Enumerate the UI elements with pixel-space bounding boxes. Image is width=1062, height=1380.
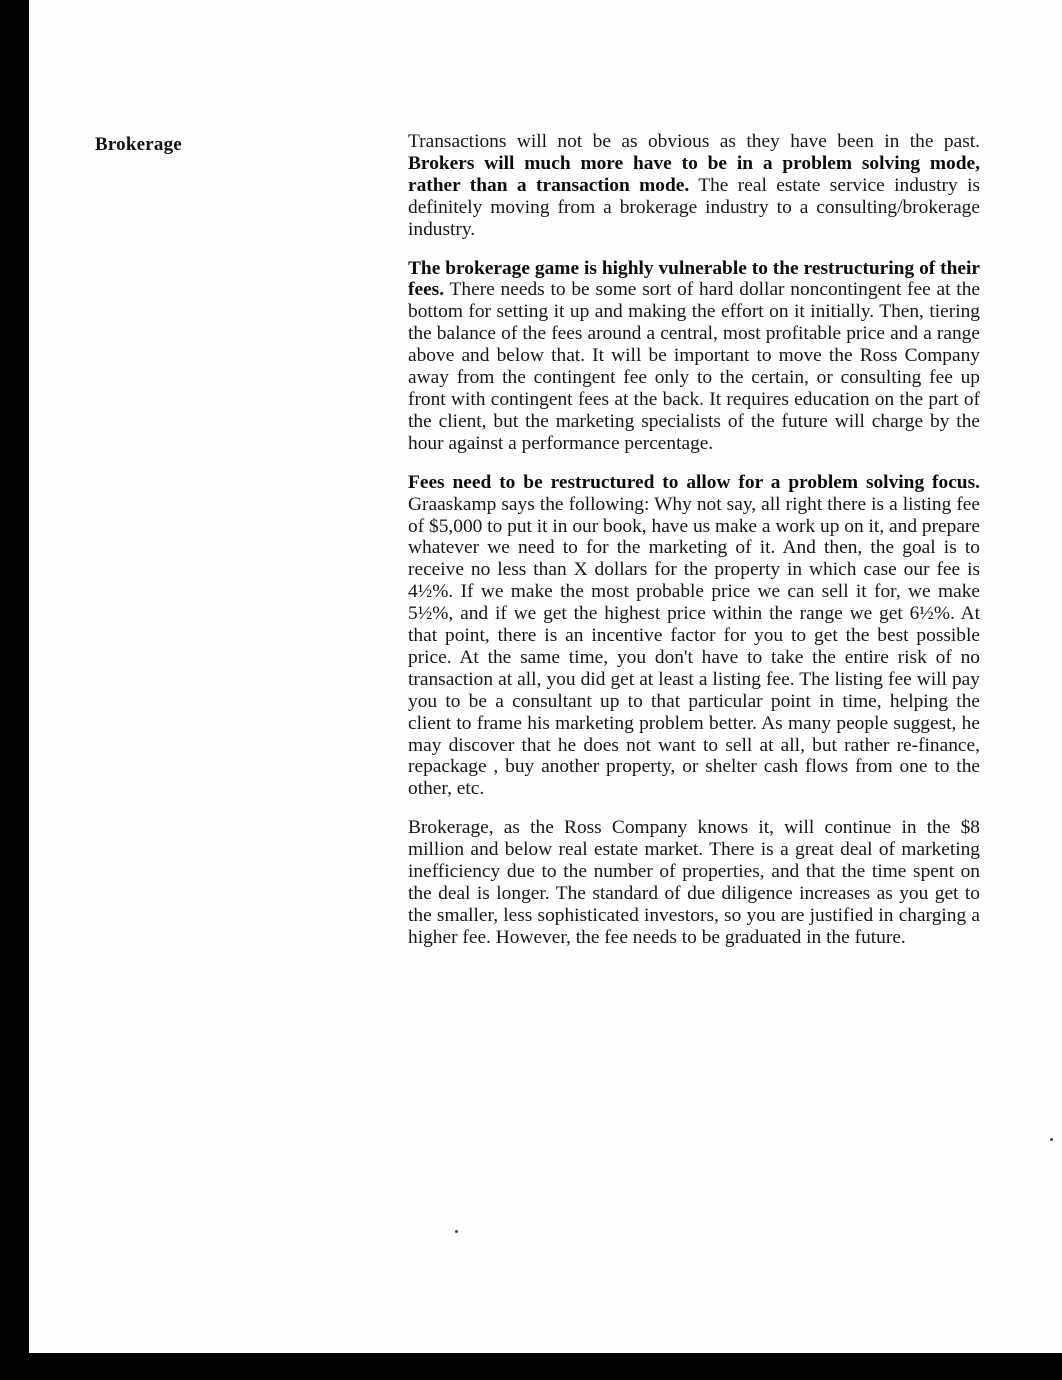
scan-artifact-dot xyxy=(1050,1138,1053,1141)
paragraph-4 xyxy=(408,817,980,948)
scan-edge-left xyxy=(0,0,29,1380)
paragraph-1 xyxy=(408,131,980,241)
scan-edge-bottom xyxy=(0,1353,1062,1380)
paragraph-3 xyxy=(408,472,980,801)
paragraph-1-text-post: The real estate service industry is definitely moving from a brokerage industry to a consulting/brokerage industry. xyxy=(408,174,980,240)
paragraph-3-text-post: Graaskamp says the following: Why not say, all right there is a listing fee of $5,000 to put it in our book, have us make a work up on it, and prepare whatever we need to for the marketing of it. And then, the goal is to receive no less than X dollars for the property in which case our fee is 4½%. If we make the most probable price we can sell it for, we make 5½%, and if we get the highest price within the range we get 6½%. At that point, there is an incentive factor for you to get the best possible price. At the same time, you don't have to take the entire risk of no transaction at all, you did get at least a listing fee. The listing fee will pay you to be a consultant up to that particular point in time, helping the client to frame his marketing problem better. As many people suggest, he may discover that he does not want to sell at all, but rather re-finance, repackage , buy another property, or shelter cash flows from one to the other, etc. xyxy=(408,493,980,800)
body-column xyxy=(408,131,980,966)
paragraph-4-text-pre: Brokerage, as the Ross Company knows it, will continue in the $8 million and below real estate market. There is a great deal of marketing inefficiency due to the number of properties, and that the time spent on the deal is longer. The standard of due diligence increases as you get to the smaller, less sophisticated investors, so you are justified in charging a higher fee. However, the fee needs to be graduated in the future. xyxy=(408,817,980,948)
paragraph-1-bold-lead: Brokers will much more have to be in a problem solving mode, rather than a transaction mode. xyxy=(408,152,980,196)
section-heading-brokerage: Brokerage xyxy=(95,134,182,155)
paragraph-2-bold-lead: The brokerage game is highly vulnerable to the restructuring of their fees. xyxy=(408,257,980,301)
paragraph-3-bold-lead: Fees need to be restructured to allow for a problem solving focus. xyxy=(408,471,980,493)
paragraph-2 xyxy=(408,258,980,455)
paragraph-1-text-pre: Transactions will not be as obvious as they have been in the past. xyxy=(408,131,980,152)
paragraph-2-text-post: There needs to be some sort of hard dollar noncontingent fee at the bottom for setting it up and making the effort on it initially. Then, tiering the balance of the fees around a central, most profitable price and a range above and below that. It will be important to move the Ross Company away from the contingent fee only to the certain, or consulting fee up front with contingent fees at the back. It requires education on the part of the client, but the marketing specialists of the future will charge by the hour against a performance percentage. xyxy=(408,279,980,454)
scan-artifact-dot xyxy=(455,1230,458,1233)
